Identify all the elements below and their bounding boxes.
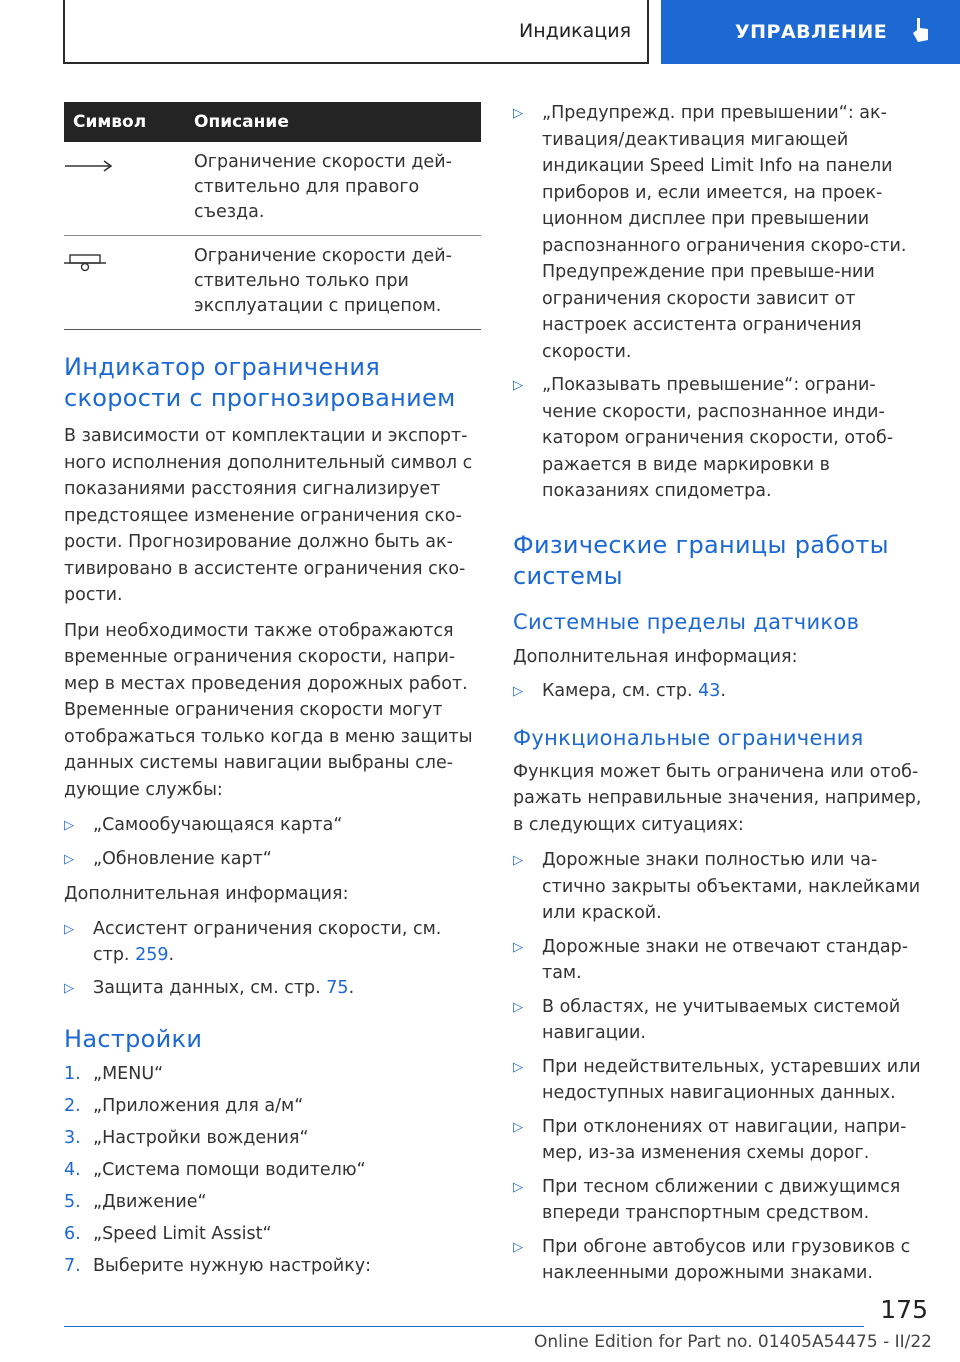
page-link[interactable]: 43 bbox=[698, 681, 721, 701]
list-item: 2. „Приложения для а/м“ bbox=[64, 1096, 304, 1116]
table-row bbox=[64, 142, 481, 236]
settings-steps bbox=[64, 1061, 481, 1279]
list-item: 6. „Speed Limit Assist“ bbox=[64, 1224, 272, 1244]
left-column bbox=[64, 102, 481, 1285]
footer-divider bbox=[64, 1326, 864, 1327]
right-column bbox=[513, 100, 928, 1287]
list-item: ▷ Камера, см. стр. 43. bbox=[513, 678, 928, 706]
more-info-label: Дополнительная информация: bbox=[64, 884, 349, 904]
forecast-paragraph: В зависимости от комплектации и экспорт-ного исполнения дополнительный символ с показаниями расстояния сигнализирует предстоящее изменение ограничения ско-рости. Прогнозирование должно быть ак-тивировано в ассистенте ограничения ско-рости. bbox=[64, 426, 473, 605]
list-item: 1. „MENU“ bbox=[64, 1064, 164, 1084]
list-item: ▷ „Обновление карт“ bbox=[64, 846, 481, 874]
temporary-limits-paragraph: При необходимости также отображаются временные ограничения скорости, напри-мер в местах проведения дорожных работ. Временные ограничения скорости могут отображаться только когда в меню защиты данных системы навигации выбраны сле-дующие службы: bbox=[64, 620, 473, 800]
list-item: ▷ „Показывать превышение“: ограни-чение скорости, распознанное инди-катором ограничения скорости, отоб-ражается в виде маркировки в показаниях спидометра. bbox=[513, 372, 928, 505]
trailer-icon bbox=[64, 259, 106, 278]
list-item: ▷ Дорожные знаки полностью или ча-стично закрыты объектами, наклейками или краской. bbox=[513, 847, 928, 927]
bullet-triangle-icon: ▷ bbox=[513, 1059, 523, 1075]
bullet-triangle-icon: ▷ bbox=[513, 939, 523, 955]
bullet-triangle-icon: ▷ bbox=[64, 818, 74, 833]
page-link[interactable]: 75 bbox=[326, 977, 349, 998]
col-symbol-header: Символ bbox=[73, 112, 147, 132]
list-item: ▷ В областях, не учитываемых системой навигации. bbox=[513, 994, 928, 1047]
table-row-desc: Ограничение скорости дей-ствительно только при эксплуатации с прицепом. bbox=[194, 246, 452, 316]
list-item: 4. „Система помощи водителю“ bbox=[64, 1160, 366, 1180]
list-item: 5. „Движение“ bbox=[64, 1192, 207, 1212]
functional-limits-heading: Функциональные ограничения bbox=[513, 725, 864, 750]
list-item: ▷ „Предупрежд. при превышении“: ак-тивация/деактивация мигающей индикации Speed Limit Info на панели приборов и, если имеется, на проек-ционном дисплее при превышении распознанного ограничения скоро-сти. Предупреждение при превыше-нии ограничения скорости зависит от настроек ассистента ограничения скорости. bbox=[513, 100, 928, 365]
list-item: 3. „Настройки вождения“ bbox=[64, 1128, 309, 1148]
forecast-heading: Индикатор ограничения скорости с прогнозированием bbox=[64, 353, 456, 412]
bullet-triangle-icon: ▷ bbox=[64, 851, 74, 867]
header-chapter-tab bbox=[661, 0, 960, 64]
table-row-desc: Ограничение скорости дей-ствительно для правого съезда. bbox=[194, 152, 452, 222]
list-item: ▷ „Самообучающаяся карта“ bbox=[64, 812, 481, 840]
header-section-tab bbox=[63, 0, 649, 64]
bullet-triangle-icon: ▷ bbox=[513, 1239, 523, 1255]
settings-heading: Настройки bbox=[64, 1025, 203, 1053]
list-item: ▷ При недействительных, устаревших или недоступных навигационных данных. bbox=[513, 1054, 928, 1107]
bullet-triangle-icon: ▷ bbox=[513, 999, 523, 1015]
page-link[interactable]: 259 bbox=[135, 945, 169, 965]
page-number: 175 bbox=[880, 1295, 928, 1324]
list-item: ▷ Дорожные знаки не отвечают стандар-там. bbox=[513, 934, 928, 987]
bullet-triangle-icon: ▷ bbox=[64, 921, 74, 937]
list-item: ▷ Защита данных, см. стр. 75. bbox=[64, 975, 481, 1003]
right-arrow-icon bbox=[64, 158, 114, 177]
footer-edition: Online Edition for Part no. 01405A54475 - II/22 bbox=[533, 1332, 932, 1352]
col-description-header: Описание bbox=[194, 112, 289, 132]
list-item: ▷ При тесном сближении с движущимся впереди транспортным средством. bbox=[513, 1174, 928, 1227]
list-item: ▷ Ассистент ограничения скорости, см. стр. 259. bbox=[64, 916, 481, 969]
list-item: ▷ При обгоне автобусов или грузовиков с наклеенными дорожными знаками. bbox=[513, 1234, 928, 1287]
system-limits-heading: Физические границы работы системы bbox=[513, 530, 889, 590]
list-item: 7. Выберите нужную настройку: bbox=[64, 1256, 372, 1276]
symbol-table-header bbox=[64, 102, 481, 142]
bullet-triangle-icon: ▷ bbox=[513, 106, 523, 121]
more-info-label: Дополнительная информация: bbox=[513, 646, 798, 667]
sensor-limits-heading: Системные пределы датчиков bbox=[513, 609, 860, 634]
pointing-hand-icon bbox=[909, 16, 931, 49]
list-item: ▷ При отклонениях от навигации, напри-мер, из-за изменения схемы дорог. bbox=[513, 1114, 928, 1167]
bullet-triangle-icon: ▷ bbox=[513, 1179, 523, 1195]
bullet-triangle-icon: ▷ bbox=[513, 378, 523, 393]
header-chapter-label: УПРАВЛЕНИЕ bbox=[735, 21, 888, 43]
table-row bbox=[64, 236, 481, 330]
bullet-triangle-icon: ▷ bbox=[513, 1119, 523, 1135]
bullet-triangle-icon: ▷ bbox=[513, 853, 523, 868]
header-section-label: Индикация bbox=[519, 20, 631, 42]
functional-limits-intro: Функция может быть ограничена или отоб-ражать неправильные значения, например, в следующих ситуациях: bbox=[513, 761, 922, 835]
bullet-triangle-icon: ▷ bbox=[64, 980, 74, 996]
bullet-triangle-icon: ▷ bbox=[513, 684, 523, 699]
